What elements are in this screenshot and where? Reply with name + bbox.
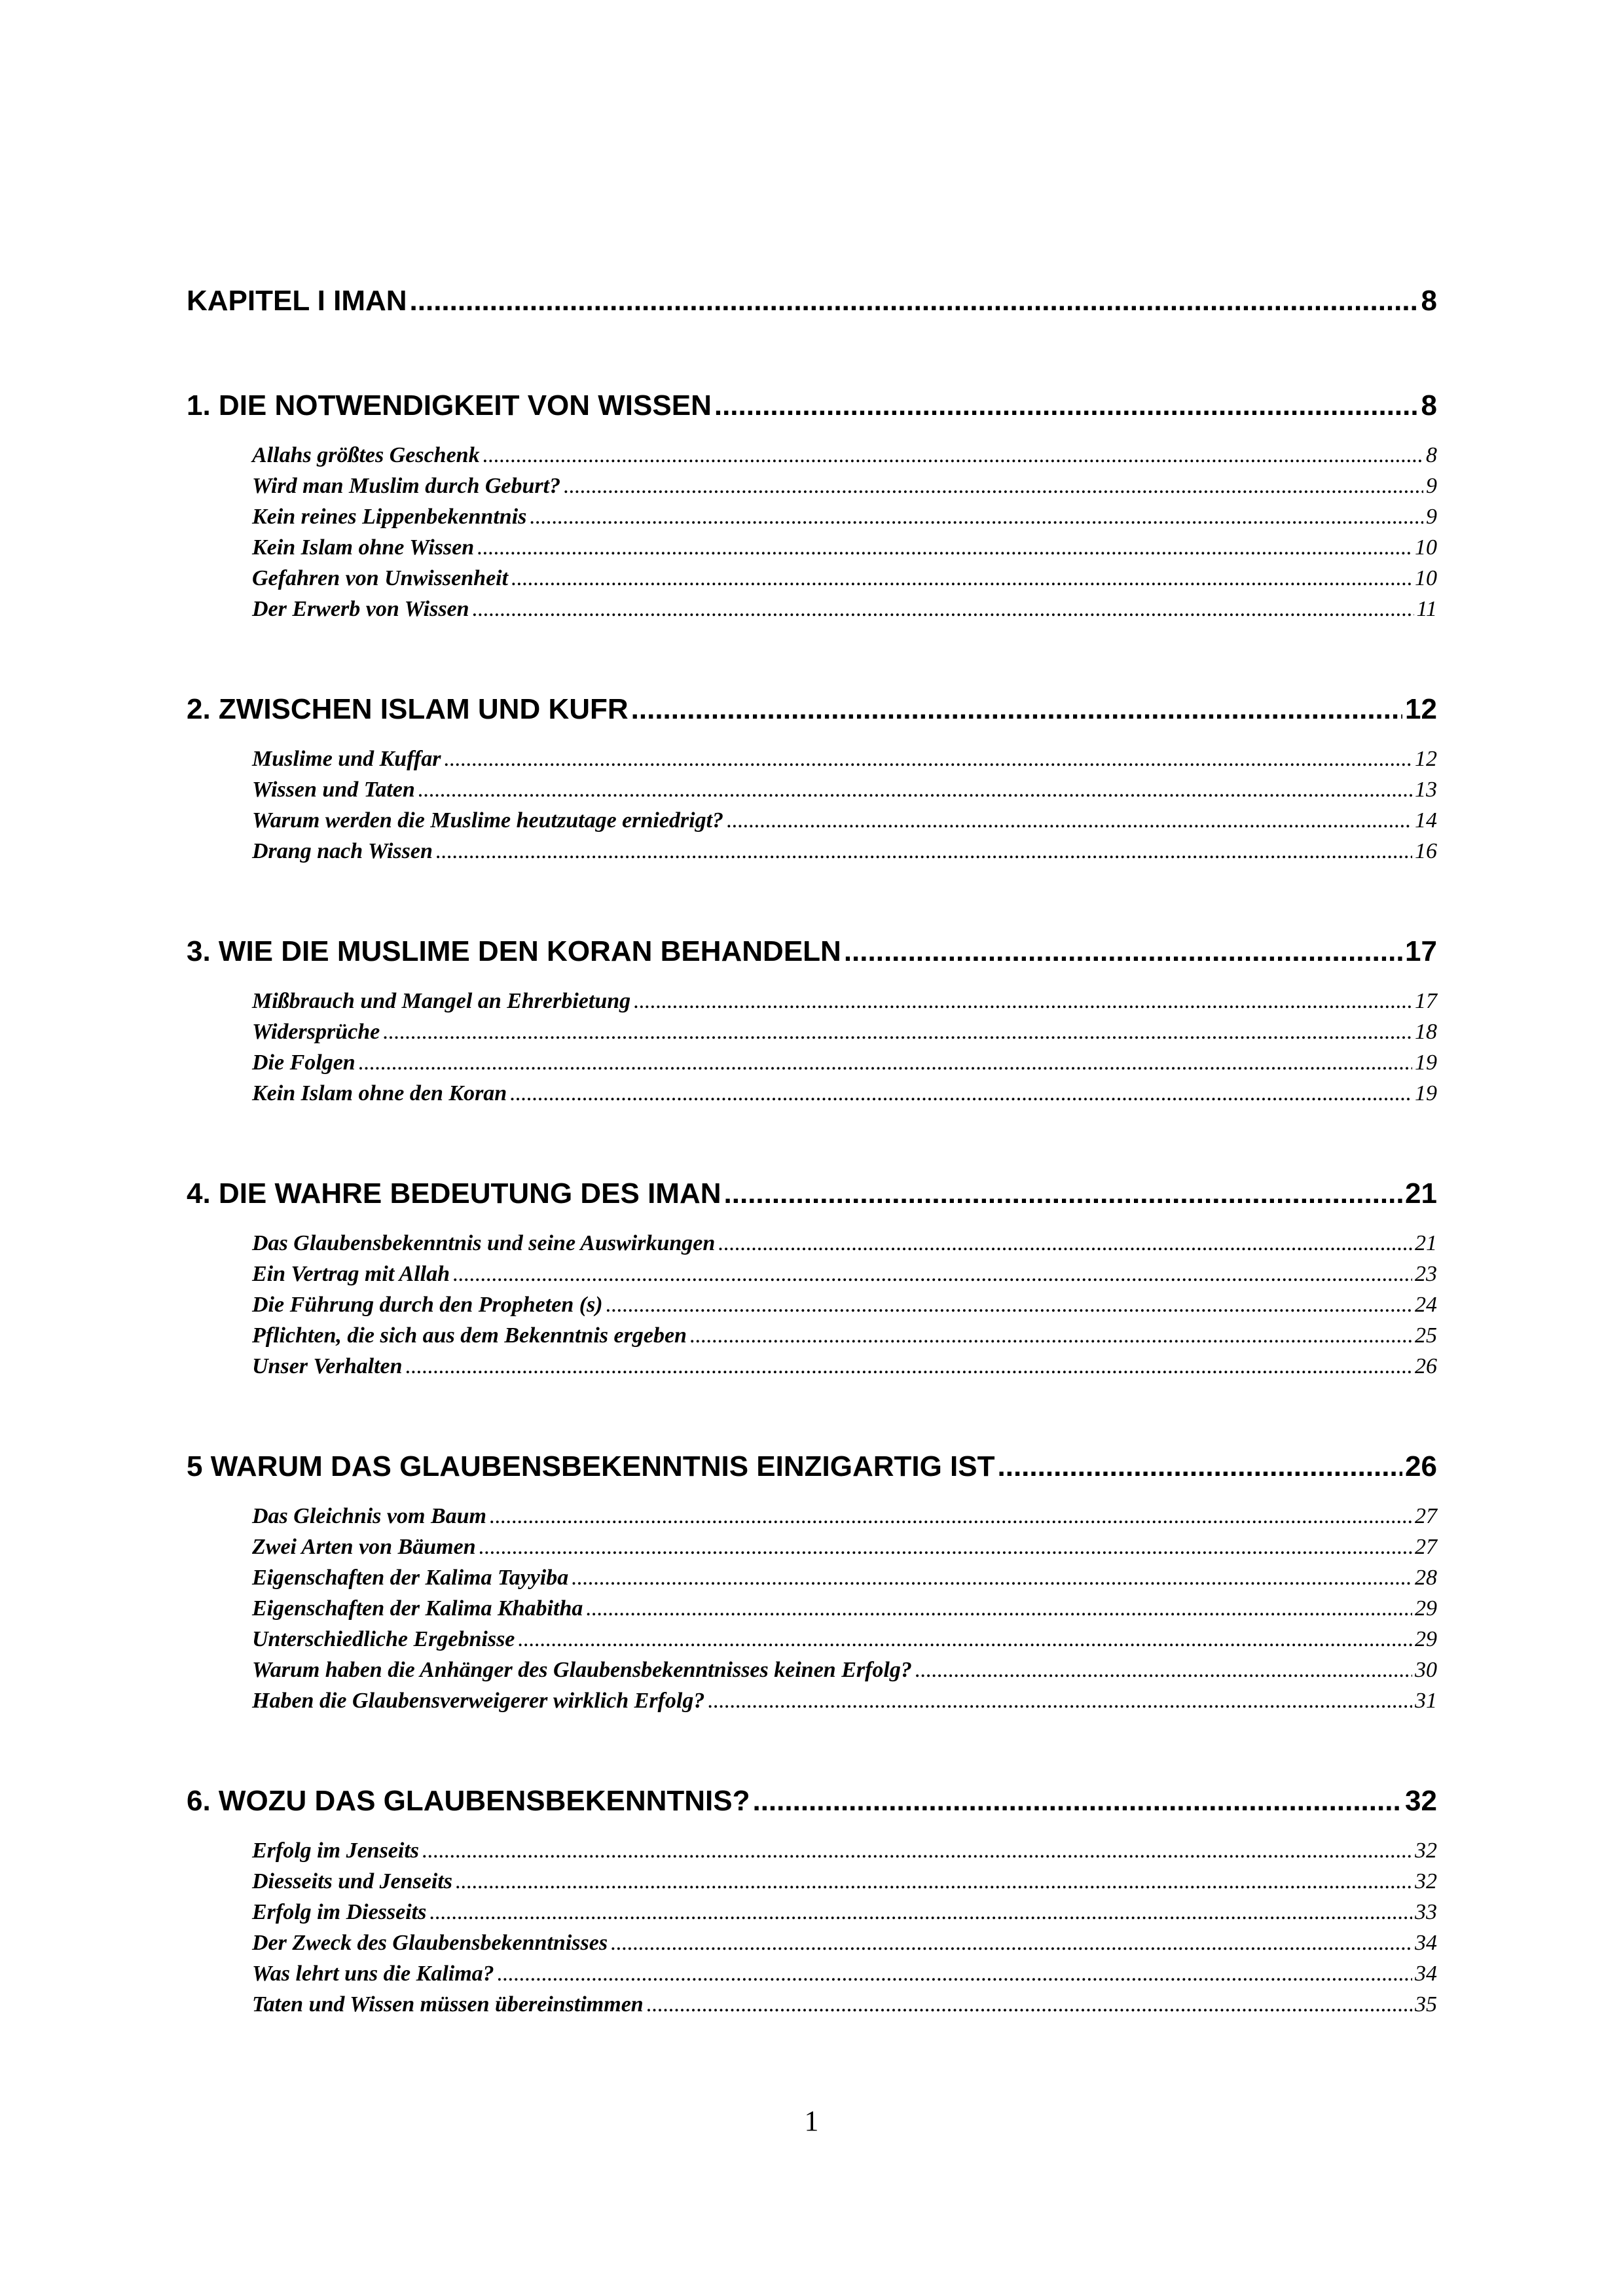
subentry-label: Die Folgen <box>252 1050 356 1075</box>
toc-subentry[interactable] <box>187 501 1437 532</box>
subentry-page: 8 <box>1426 443 1437 467</box>
subentry-label: Drang nach Wissen <box>252 839 433 863</box>
dot-leader <box>631 690 1402 729</box>
subentry-page: 32 <box>1415 1839 1437 1863</box>
toc-section-heading[interactable] <box>187 690 1437 729</box>
toc-subentry[interactable] <box>187 1624 1437 1655</box>
toc-subentry[interactable] <box>187 471 1437 501</box>
subentry-page: 10 <box>1415 535 1437 560</box>
subentry-page: 25 <box>1415 1323 1437 1348</box>
toc-subentry[interactable] <box>187 805 1437 836</box>
subentry-label: Haben die Glaubensverweigerer wirklich Erfolg? <box>252 1689 705 1713</box>
dot-leader <box>844 932 1402 971</box>
dot-leader <box>455 1866 1412 1897</box>
subentry-label: Eigenschaften der Kalima Tayyiba <box>252 1566 569 1590</box>
toc-chapter-label: KAPITEL I IMAN <box>187 285 407 317</box>
toc-chapter-page: 8 <box>1421 285 1437 317</box>
subentry-page: 30 <box>1415 1658 1437 1682</box>
subentry-label: Unser Verhalten <box>252 1354 403 1378</box>
dot-leader <box>472 594 1414 624</box>
dot-leader <box>483 440 1423 471</box>
section-page: 32 <box>1405 1785 1437 1817</box>
subentry-label: Kein Islam ohne Wissen <box>252 535 475 560</box>
section-label: 3. WIE DIE MUSLIME DEN KORAN BEHANDELN <box>187 935 841 967</box>
subentry-page: 33 <box>1415 1900 1437 1924</box>
subentry-label: Das Gleichnis vom Baum <box>252 1504 486 1528</box>
subentry-label: Wissen und Taten <box>252 778 415 802</box>
toc-subentry[interactable] <box>187 1289 1437 1320</box>
subentry-label: Muslime und Kuffar <box>252 747 441 771</box>
subentry-page: 17 <box>1415 989 1437 1013</box>
dot-leader <box>915 1655 1412 1685</box>
dot-leader <box>610 1928 1412 1958</box>
subentry-label: Zwei Arten von Bäumen <box>252 1535 476 1559</box>
subentry-label: Ein Vertrag mit Allah <box>252 1262 450 1286</box>
subentry-label: Widersprüche <box>252 1020 380 1044</box>
toc-subentry[interactable] <box>187 1897 1437 1928</box>
subentry-page: 9 <box>1426 474 1437 498</box>
dot-leader <box>410 281 1419 321</box>
subentry-page: 31 <box>1415 1689 1437 1713</box>
toc-subentry[interactable] <box>187 1320 1437 1351</box>
table-of-contents <box>187 281 1437 2020</box>
subentry-label: Kein Islam ohne den Koran <box>252 1081 507 1105</box>
toc-subentry[interactable] <box>187 1047 1437 1078</box>
subentry-label: Kein reines Lippenbekenntnis <box>252 505 527 529</box>
dot-leader <box>479 1532 1412 1562</box>
toc-subentry[interactable] <box>187 1655 1437 1685</box>
dot-leader <box>646 1989 1412 2020</box>
subentry-label: Gefahren von Unwissenheit <box>252 566 509 590</box>
subentry-page: 16 <box>1415 839 1437 863</box>
dot-leader <box>489 1501 1412 1532</box>
section-page: 17 <box>1405 935 1437 967</box>
subentry-label: Was lehrt uns die Kalima? <box>252 1962 494 1986</box>
subentry-page: 14 <box>1415 808 1437 833</box>
subentry-label: Wird man Muslim durch Geburt? <box>252 474 561 498</box>
subentry-page: 9 <box>1426 505 1437 529</box>
toc-chapter-entry[interactable] <box>187 281 1437 321</box>
subentry-page: 19 <box>1415 1081 1437 1105</box>
toc-subentry[interactable] <box>187 1016 1437 1047</box>
subentry-page: 11 <box>1416 597 1437 621</box>
toc-section-heading[interactable] <box>187 1447 1437 1486</box>
subentry-label: Diesseits und Jenseits <box>252 1869 453 1893</box>
subentry-page: 29 <box>1415 1627 1437 1651</box>
subentry-label: Allahs größtes Geschenk <box>252 443 480 467</box>
dot-leader <box>405 1351 1412 1382</box>
section-label: 2. ZWISCHEN ISLAM UND KUFR <box>187 693 629 725</box>
dot-leader <box>517 1624 1412 1655</box>
toc-subentry[interactable] <box>187 1835 1437 1866</box>
subentry-page: 21 <box>1415 1231 1437 1255</box>
toc-subentry[interactable] <box>187 1562 1437 1593</box>
dot-leader <box>714 386 1419 425</box>
dot-leader <box>707 1685 1412 1716</box>
section-page: 8 <box>1421 389 1437 422</box>
toc-subentry[interactable] <box>187 1259 1437 1289</box>
dot-leader <box>998 1447 1403 1486</box>
toc-subentry[interactable] <box>187 1685 1437 1716</box>
toc-section-heading[interactable] <box>187 1174 1437 1213</box>
subentry-label: Taten und Wissen müssen übereinstimmen <box>252 1992 644 2017</box>
toc-section-heading[interactable] <box>187 1782 1437 1821</box>
toc-subentry[interactable] <box>187 1078 1437 1109</box>
toc-subentry[interactable] <box>187 1532 1437 1562</box>
subentry-label: Eigenschaften der Kalima Khabitha <box>252 1596 583 1621</box>
dot-leader <box>452 1259 1412 1289</box>
toc-subentry[interactable] <box>187 1958 1437 1989</box>
dot-leader <box>443 744 1412 774</box>
dot-leader <box>358 1047 1412 1078</box>
subentry-label: Das Glaubensbekenntnis und seine Auswirkungen <box>252 1231 716 1255</box>
toc-subentry[interactable] <box>187 1928 1437 1958</box>
dot-leader <box>477 532 1412 563</box>
subentry-page: 27 <box>1415 1504 1437 1528</box>
toc-subentry[interactable] <box>187 563 1437 594</box>
toc-subentry[interactable] <box>187 1351 1437 1382</box>
toc-subentry[interactable] <box>187 1989 1437 2020</box>
dot-leader <box>606 1289 1412 1320</box>
subentry-label: Warum werden die Muslime heutzutage erniedrigt? <box>252 808 724 833</box>
subentry-label: Mißbrauch und Mangel an Ehrerbietung <box>252 989 631 1013</box>
subentry-page: 12 <box>1415 747 1437 771</box>
subentry-page: 13 <box>1415 778 1437 802</box>
subentry-label: Die Führung durch den Propheten (s) <box>252 1293 603 1317</box>
dot-leader <box>726 805 1412 836</box>
dot-leader <box>435 836 1412 867</box>
subentry-page: 34 <box>1415 1962 1437 1986</box>
dot-leader <box>585 1593 1412 1624</box>
toc-subentry[interactable] <box>187 440 1437 471</box>
dot-leader <box>724 1174 1403 1213</box>
subentry-label: Erfolg im Jenseits <box>252 1839 420 1863</box>
toc-subentry[interactable] <box>187 1228 1437 1259</box>
subentry-page: 32 <box>1415 1869 1437 1893</box>
dot-leader <box>529 501 1423 532</box>
subentry-page: 26 <box>1415 1354 1437 1378</box>
section-page: 21 <box>1405 1177 1437 1210</box>
subentry-label: Erfolg im Diesseits <box>252 1900 427 1924</box>
dot-leader <box>511 563 1412 594</box>
subentry-page: 10 <box>1415 566 1437 590</box>
toc-subentry[interactable] <box>187 1593 1437 1624</box>
dot-leader <box>689 1320 1412 1351</box>
toc-subentry[interactable] <box>187 532 1437 563</box>
toc-section-heading[interactable] <box>187 386 1437 425</box>
subentry-page: 24 <box>1415 1293 1437 1317</box>
dot-leader <box>571 1562 1412 1593</box>
dot-leader <box>633 986 1412 1016</box>
dot-leader <box>429 1897 1412 1928</box>
subentry-page: 29 <box>1415 1596 1437 1621</box>
dot-leader <box>718 1228 1412 1259</box>
subentry-page: 19 <box>1415 1050 1437 1075</box>
dot-leader <box>497 1958 1412 1989</box>
dot-leader <box>563 471 1423 501</box>
section-page: 12 <box>1405 693 1437 725</box>
section-label: 6. WOZU DAS GLAUBENSBEKENNTNIS? <box>187 1785 750 1817</box>
subentry-page: 23 <box>1415 1262 1437 1286</box>
dot-leader <box>422 1835 1412 1866</box>
section-label: 5 WARUM DAS GLAUBENSBEKENNTNIS EINZIGARTIG IST <box>187 1450 995 1482</box>
section-label: 4. DIE WAHRE BEDEUTUNG DES IMAN <box>187 1177 721 1210</box>
subentry-page: 18 <box>1415 1020 1437 1044</box>
subentry-page: 34 <box>1415 1931 1437 1955</box>
page-number: 1 <box>804 2105 819 2137</box>
subentry-label: Pflichten, die sich aus dem Bekenntnis ergeben <box>252 1323 687 1348</box>
toc-section-heading[interactable] <box>187 932 1437 971</box>
subentry-label: Der Erwerb von Wissen <box>252 597 469 621</box>
dot-leader <box>509 1078 1412 1109</box>
toc-subentry[interactable] <box>187 836 1437 867</box>
toc-subentry[interactable] <box>187 744 1437 774</box>
section-page: 26 <box>1405 1450 1437 1482</box>
subentry-label: Unterschiedliche Ergebnisse <box>252 1627 515 1651</box>
dot-leader <box>752 1782 1402 1821</box>
subentry-label: Der Zweck des Glaubensbekenntnisses <box>252 1931 608 1955</box>
section-label: 1. DIE NOTWENDIGKEIT VON WISSEN <box>187 389 712 422</box>
subentry-label: Warum haben die Anhänger des Glaubensbekenntnisses keinen Erfolg? <box>252 1658 912 1682</box>
toc-subentry[interactable] <box>187 774 1437 805</box>
toc-subentry[interactable] <box>187 594 1437 624</box>
subentry-page: 27 <box>1415 1535 1437 1559</box>
toc-subentry[interactable] <box>187 1501 1437 1532</box>
dot-leader <box>382 1016 1412 1047</box>
toc-subentry[interactable] <box>187 986 1437 1016</box>
subentry-page: 28 <box>1415 1566 1437 1590</box>
subentry-page: 35 <box>1415 1992 1437 2017</box>
toc-subentry[interactable] <box>187 1866 1437 1897</box>
dot-leader <box>418 774 1412 805</box>
